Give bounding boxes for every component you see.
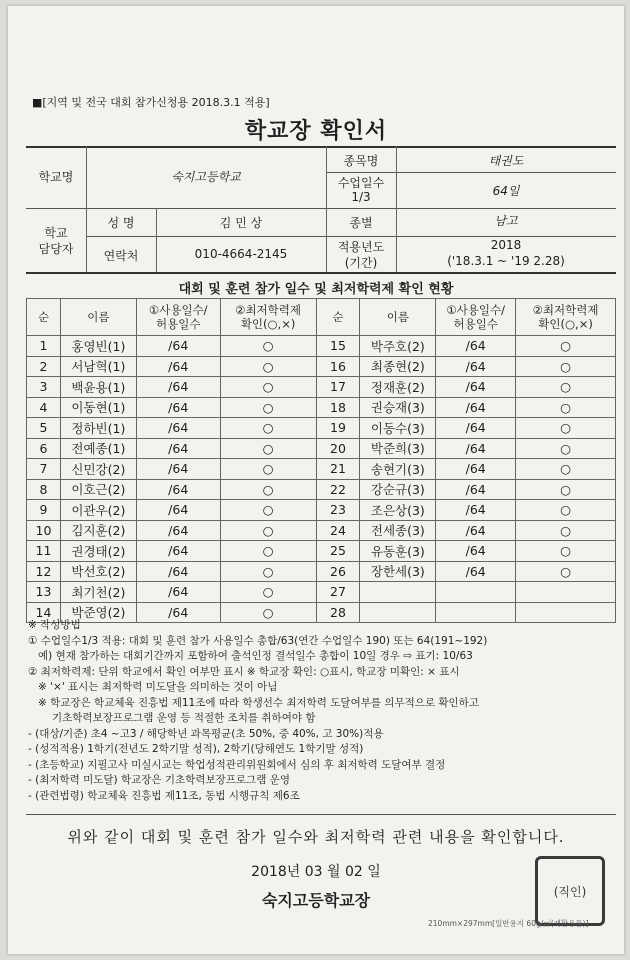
cell-days: /64 [436, 500, 516, 521]
year-value: 2018 [490, 238, 522, 252]
principal-signature: 숙지고등학교장 [261, 891, 371, 910]
cell-days: /64 [436, 377, 516, 398]
participation-table [26, 298, 616, 623]
year-label: 적용년도 [337, 240, 385, 254]
header-name: 이름 [360, 299, 436, 336]
cell-no: 20 [316, 438, 360, 459]
cell-no: 27 [316, 582, 360, 603]
note-line: - (대상/기준) 초4 ~고3 / 해당학년 과목평균(초 50%, 중 40%, 고 30%)적용 [28, 727, 384, 740]
cell-no: 9 [27, 500, 61, 521]
gender-value: 남고 [494, 214, 518, 228]
cell-no: 15 [316, 336, 360, 357]
sport-label: 종목명 [343, 154, 379, 168]
days-value: 64일 [492, 184, 520, 198]
cell-check: ○ [516, 356, 616, 377]
cell-days: /64 [136, 377, 220, 398]
note-line: 기초학력보장프로그램 운영 등 적절한 조치를 취하여야 함 [52, 712, 316, 724]
cell-name: 박준영(2) [60, 602, 136, 623]
table-row [27, 377, 616, 398]
cell-check: ○ [516, 479, 616, 500]
header-days: ①사용일수/ 허용일수 [436, 299, 516, 336]
cell-check: ○ [220, 500, 316, 521]
cell-name: 홍영빈(1) [60, 336, 136, 357]
cell-name: 유동훈(3) [360, 541, 436, 562]
paper-spec-footer: 210mm×297mm[일반용지 60g/㎡(재활용품)] [428, 919, 589, 928]
cell-name: 조은상(3) [360, 500, 436, 521]
cell-no: 17 [316, 377, 360, 398]
note-line: ② 최저학력제: 단위 학교에서 확인 여부만 표시 ※ 학교장 확인: ○표시, 학교장 미확인: × 표시 [28, 665, 460, 678]
cell-check: ○ [220, 602, 316, 623]
cell-days: /64 [136, 561, 220, 582]
table-row [27, 459, 616, 480]
manager-label-2: 담당자 [38, 242, 74, 256]
issue-date: 2018년 03 월 02 일 [251, 864, 381, 880]
cell-check: ○ [220, 336, 316, 357]
manager-label: 학교 [44, 226, 68, 240]
cell-no: 21 [316, 459, 360, 480]
document-page [8, 6, 624, 954]
school-name-label: 학교명 [38, 170, 74, 184]
cell-name: 이동현(1) [60, 397, 136, 418]
cell-days: /64 [436, 356, 516, 377]
table-row [27, 582, 616, 603]
cell-days: /64 [136, 356, 220, 377]
table-header-row [27, 299, 616, 336]
table-row [27, 356, 616, 377]
cell-days: /64 [136, 500, 220, 521]
cell-no: 26 [316, 561, 360, 582]
cell-days: /64 [436, 397, 516, 418]
cell-name [360, 582, 436, 603]
cell-check: ○ [516, 438, 616, 459]
cell-name: 권경태(2) [60, 541, 136, 562]
cell-no: 5 [27, 418, 61, 439]
days-label: 수업일수 [337, 176, 385, 190]
header-check: ②최저학력제 확인(○,×) [516, 299, 616, 336]
cell-days: /64 [136, 418, 220, 439]
cell-check: ○ [516, 561, 616, 582]
official-seal-stamp [535, 856, 605, 926]
cell-no: 7 [27, 459, 61, 480]
header-days: ①사용일수/ 허용일수 [136, 299, 220, 336]
table-row [27, 479, 616, 500]
note-line: 예) 현재 참가하는 대회기간까지 포함하여 출석인정 결석일수 총합이 10일 경우 ⇨ 표기: 10/63 [38, 650, 473, 662]
cell-check: ○ [516, 336, 616, 357]
cell-check: ○ [220, 459, 316, 480]
cell-no: 12 [27, 561, 61, 582]
cell-name: 전세종(3) [360, 520, 436, 541]
cell-name: 이관우(2) [60, 500, 136, 521]
cell-name: 서남혁(1) [60, 356, 136, 377]
cell-days: /64 [136, 479, 220, 500]
info-line [86, 236, 616, 237]
cell-no: 28 [316, 602, 360, 623]
cell-check: ○ [220, 520, 316, 541]
cell-name: 최종현(2) [360, 356, 436, 377]
table-title: 대회 및 훈련 참가 일수 및 최저학력제 확인 현황 [178, 282, 454, 297]
cell-name: 김지훈(2) [60, 520, 136, 541]
cell-check: ○ [516, 520, 616, 541]
cell-name: 이호근(2) [60, 479, 136, 500]
header-name: 이름 [60, 299, 136, 336]
year-label-2: (기간) [344, 256, 378, 270]
cell-days: /64 [136, 438, 220, 459]
cell-name: 권승재(3) [360, 397, 436, 418]
cell-days: /64 [136, 582, 220, 603]
name-label: 성 명 [107, 216, 135, 230]
table-row [27, 500, 616, 521]
cell-name: 이동수(3) [360, 418, 436, 439]
cell-days: /64 [136, 459, 220, 480]
cell-name: 최기천(2) [60, 582, 136, 603]
writing-instructions [28, 618, 618, 804]
table-row [27, 438, 616, 459]
cell-check: ○ [220, 561, 316, 582]
cell-check [516, 582, 616, 603]
cell-check: ○ [220, 397, 316, 418]
cell-no: 25 [316, 541, 360, 562]
note-line: ① 수업일수1/3 적용: 대회 및 훈련 참가 사용일수 총합/63(연간 수업일수 190) 또는 64(191~192) [28, 634, 488, 647]
info-top-rule [26, 146, 616, 148]
cell-days: /64 [136, 336, 220, 357]
contact-value: 010-4664-2145 [194, 247, 288, 261]
cell-name: 송현기(3) [360, 459, 436, 480]
cell-no: 4 [27, 397, 61, 418]
cell-no: 19 [316, 418, 360, 439]
cell-check: ○ [220, 418, 316, 439]
table-row [27, 520, 616, 541]
note-line: - (최저학력 미도달) 학교장은 기초학력보장프로그램 운영 [28, 774, 290, 786]
cell-days: /64 [436, 438, 516, 459]
note-line: - (성적적용) 1학기(전년도 2학기말 성적), 2학기(당해연도 1학기말 성적) [28, 743, 364, 755]
cell-check: ○ [220, 541, 316, 562]
cell-check: ○ [516, 459, 616, 480]
table-row [27, 418, 616, 439]
cell-check: ○ [516, 500, 616, 521]
cell-no: 22 [316, 479, 360, 500]
cell-check: ○ [516, 377, 616, 398]
cell-no: 6 [27, 438, 61, 459]
cell-days: /64 [436, 418, 516, 439]
cell-name: 박준희(3) [360, 438, 436, 459]
cell-days: /64 [436, 541, 516, 562]
cell-days: /64 [436, 479, 516, 500]
cell-days: /64 [136, 541, 220, 562]
cell-no: 13 [27, 582, 61, 603]
note-line: - (초등학교) 지필고사 미실시교는 학업성적관리위원회에서 심의 후 최저학력 도달여부 결정 [28, 758, 446, 771]
cell-days: /64 [136, 520, 220, 541]
cell-name: 정재훈(2) [360, 377, 436, 398]
form-header-note: ■[지역 및 전국 대회 참가신청용 2018.3.1 적용] [32, 96, 270, 109]
cell-no: 14 [27, 602, 61, 623]
cell-check: ○ [516, 541, 616, 562]
info-line [326, 172, 616, 173]
cell-days: /64 [136, 602, 220, 623]
note-line: ※ '×' 표시는 최저학력 미도달을 의미하는 것이 아님 [38, 681, 278, 693]
name-value: 김 민 상 [219, 216, 263, 230]
table-row [27, 561, 616, 582]
header-no: 순 [316, 299, 360, 336]
table-row [27, 397, 616, 418]
cell-no: 2 [27, 356, 61, 377]
cell-name: 장한세(3) [360, 561, 436, 582]
sport-value: 태권도 [488, 154, 524, 168]
table-row [27, 541, 616, 562]
cell-name: 박주호(2) [360, 336, 436, 357]
cell-no: 3 [27, 377, 61, 398]
cell-days: /64 [436, 459, 516, 480]
note-line: ※ 작성방법 [28, 619, 81, 631]
cell-no: 18 [316, 397, 360, 418]
cell-check: ○ [220, 377, 316, 398]
note-line: ※ 학교장은 학교체육 진흥법 제11조에 따라 학생선수 최저학력 도달여부를 의무적으로 확인하고 [38, 696, 479, 709]
year-period-value: ('18.3.1 ~ '19 2.28) [447, 254, 565, 268]
document-title: 학교장 확인서 [244, 119, 388, 144]
gender-label: 종별 [349, 216, 373, 230]
cell-name: 신민강(2) [60, 459, 136, 480]
cell-days: /64 [436, 336, 516, 357]
cell-check: ○ [220, 356, 316, 377]
seal-text: (직인) [553, 884, 587, 899]
header-no: 순 [27, 299, 61, 336]
cell-check: ○ [220, 582, 316, 603]
cell-no: 23 [316, 500, 360, 521]
cell-no: 1 [27, 336, 61, 357]
cell-name: 강순규(3) [360, 479, 436, 500]
cell-days: /64 [136, 397, 220, 418]
cell-name: 정하빈(1) [60, 418, 136, 439]
school-name-value: 숙지고등학교 [171, 170, 241, 184]
days-label-fraction: 1/3 [351, 190, 371, 204]
cell-no: 10 [27, 520, 61, 541]
header-check: ②최저학력제 확인(○,×) [220, 299, 316, 336]
cell-no: 24 [316, 520, 360, 541]
cell-check: ○ [516, 418, 616, 439]
cell-check: ○ [220, 438, 316, 459]
cell-name: 백윤용(1) [60, 377, 136, 398]
cell-no: 16 [316, 356, 360, 377]
cell-check: ○ [220, 479, 316, 500]
cell-no: 8 [27, 479, 61, 500]
info-line [26, 208, 616, 209]
note-line: - (관련법령) 학교체육 진흥법 제11조, 동법 시행규칙 제6조 [28, 789, 300, 802]
info-bottom-rule [26, 272, 616, 274]
table-row [27, 336, 616, 357]
cell-days [436, 582, 516, 603]
confirmation-statement: 위와 같이 대회 및 훈련 참가 일수와 최저학력 관련 내용을 확인합니다. [67, 828, 565, 846]
cell-name: 박선호(2) [60, 561, 136, 582]
cell-check: ○ [516, 397, 616, 418]
cell-days: /64 [436, 520, 516, 541]
cell-name: 전예종(1) [60, 438, 136, 459]
closing-divider [26, 814, 616, 815]
cell-no: 11 [27, 541, 61, 562]
contact-label: 연락처 [103, 249, 139, 263]
cell-days: /64 [436, 561, 516, 582]
